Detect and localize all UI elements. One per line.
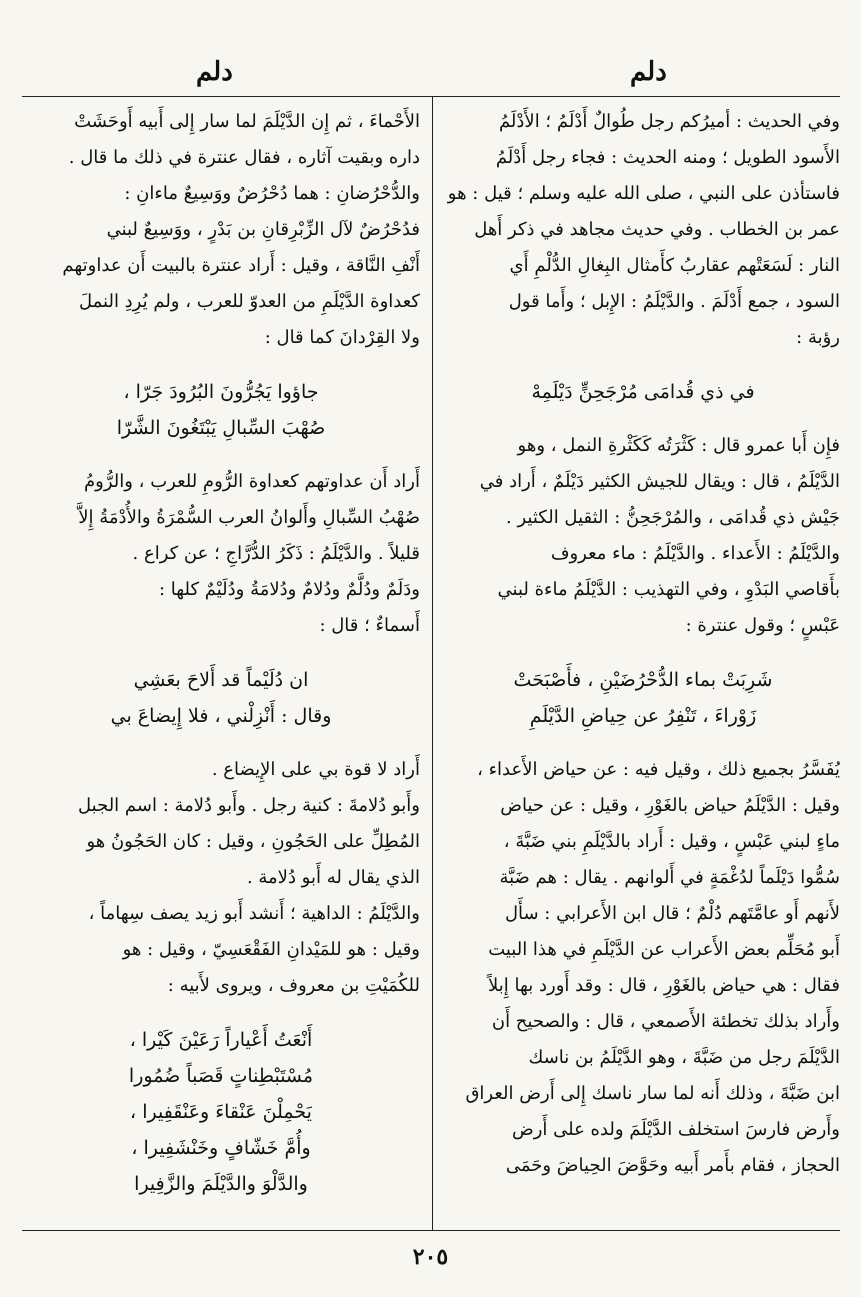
column-divider (432, 96, 433, 1230)
text-line: وأَراد بذلك تخطئة الأَصمعي ، قال : والصحيح أَن (491, 1011, 840, 1032)
verse-line: شَرِبَتْ بماء الدُّحْرُضَيْنِ ، فأَصْبَحَتْ (513, 669, 773, 691)
text-line: بأَقاصي البَدْوِ ، وفي التهذيب : الدَّيْلَمُ ماءة لبني (497, 579, 840, 600)
text-line: داره وبقيت آثاره ، فقال عنترة في ذلك ما قال . (68, 147, 420, 168)
top-rule (22, 96, 840, 97)
text-line: يُفَسَّرُ بجميع ذلك ، وقيل فيه : عن حياض الأَعداء ، (477, 759, 840, 780)
text-line: فقال : هي حياض بالغَوْرِ ، قال : وقد أَورد بها إِبلاً (488, 975, 840, 996)
text-line: فدُحْرُضٌ لآل الزِّبْرِقانِ بن بَدْرٍ ، ووَسِيعٌ لبني (106, 219, 420, 240)
header-word-right: دلم (630, 57, 667, 87)
verse-line: صُهْبَ السِّبالِ يَبْتَغُونَ الشَّرّا (116, 417, 326, 439)
verse-line: مُسْتَبْطِناتٍ قَصَباً ضُمُورا (128, 1065, 314, 1087)
text-line: كعداوة الدَّيْلَمِ من العدوّ للعرب ، ولم يُرِدِ النملَ (78, 291, 420, 312)
spacer (446, 644, 840, 662)
spacer (22, 446, 420, 464)
text-line: أَراد لا قوة بي على الإِيضاع . (211, 759, 420, 780)
spacer (22, 356, 420, 374)
text-line: ولا القِرْدانَ كما قال : (264, 327, 420, 348)
right-column (446, 104, 840, 1224)
text-line: عَبْسٍ ؛ وقول عنترة : (685, 615, 840, 636)
spacer (446, 734, 840, 752)
verse-line: في ذي قُدامَى مُرْجَحِنٍّ دَيْلَمِهْ (531, 381, 755, 403)
page-number: ٢٠٥ (412, 1244, 449, 1270)
verse-line: والدَّلْوَ والدَّيْلَمَ والزَّفِيرا (134, 1173, 308, 1195)
text-line: للكُمَيْتِ بن معروف ، ويروى لأَبيه : (167, 975, 420, 996)
text-line: جَيْش ذي قُدامَى ، والمُرْجَحِنُّ : الثقيل الكثير . (506, 507, 840, 528)
bottom-rule (22, 1230, 840, 1231)
text-line: فإِن أَبا عمرو قال : كَثْرَتُه كَكَثْرةِ النمل ، وهو (517, 435, 840, 456)
text-line: وقيل : هو للمَيْدانِ الفَقْعَسِيّ ، وقيل : هو (122, 939, 420, 960)
text-line: وفي الحديث : أميرُكم رجل طُوالٌ أَدْلَمُ ؛ الأَدْلَمُ (498, 111, 840, 132)
text-line: أَراد أَن عداوتهم كعداوة الرُّومِ للعرب ، والرُّومُ (84, 471, 420, 492)
text-line: الدَّيْلَمَ رجل من ضَبَّةَ ، وهو الدَّيْلَمُ بن ناسك (528, 1047, 840, 1068)
text-line: السود ، جمع أَدْلَمَ . والدَّيْلَمُ : الإِبل ؛ وأَما قول (508, 291, 840, 312)
text-line: قليلاً . والدَّيْلَمُ : ذَكَرُ الدُّرَّاجِ ؛ عن كراع . (132, 543, 420, 564)
text-line: الأَحْماءَ ، ثم إِن الدَّيْلَمَ لما سار إِلى أَبيه أَوحَشَتْ (74, 111, 420, 132)
text-line: أَنْفِ النَّاقة ، وقيل : أَراد عنترة بالبيت أَن عداوتهم (62, 255, 420, 276)
spacer (446, 356, 840, 374)
header-word-left: دلم (196, 57, 233, 87)
text-line: والدَّيْلَمُ : الداهية ؛ أَنشد أَبو زيد يصف سِهاماً ، (88, 903, 420, 924)
left-column (22, 104, 420, 1224)
text-line: ابن ضَبَّةَ ، وذلك أَنه لما سار ناسك إِلى أَرض العراق (465, 1083, 840, 1104)
text-line: فاستأذن على النبي ، صلى الله عليه وسلم ؛ قيل : هو (447, 183, 840, 204)
text-line: النار : لَسَعَتْهم عقاربُ كأَمثال البِغالِ الدُّلْمِ أَي (509, 255, 840, 276)
text-line: ودَلَمٌ ودُلَّمٌ ودُلامٌ ودُلامَةُ ودُلَيْمٌ كلها : (158, 579, 420, 600)
text-line: وقيل : الدَّيْلَمُ حياض بالغَوْرِ ، وقيل : عن حياض (500, 795, 840, 816)
text-line: رؤبة : (796, 327, 840, 348)
verse-line: أَنْعَتُ أَعْياراً رَعَيْنَ كَيْرا ، (129, 1029, 313, 1051)
spacer (22, 644, 420, 662)
text-line: الدَّيْلَمُ ، قال : ويقال للجيش الكثير دَيْلَمٌ ، أَراد في (479, 471, 840, 492)
verse-line: جاؤوا يَجُرُّونَ البُرُودَ جَرّا ، (123, 381, 319, 403)
spacer (446, 410, 840, 428)
text-line: وأَرض فارسَ استخلف الدَّيْلَمَ ولده على أَرض (511, 1119, 840, 1140)
spacer (22, 1004, 420, 1022)
text-line: الحجاز ، فقام بأَمر أَبيه وحَوَّضَ الحِياضَ وحَمَى (505, 1155, 840, 1176)
verse-line: وأُمَّ خَشّافٍ وخَنْشَفِيرا ، (131, 1137, 311, 1159)
text-line: سُمُّوا دَيْلَماً لدُغْمَةٍ في أَلوانهم . يقال : هم ضَبَّة (499, 867, 840, 888)
page-header (0, 52, 861, 92)
text-line: أَسماءٌ ؛ قال : (319, 615, 420, 636)
text-line: الأَسود الطويل ؛ ومنه الحديث : فجاء رجل أَدْلَمُ (495, 147, 840, 168)
verse-line: ان دُلَيْماً قد أَلاحَ بعَشِي (133, 669, 309, 691)
text-line: المُطِلِّ على الحَجُونِ ، وقيل : كان الحَجُونُ هو (86, 831, 420, 852)
text-line: والدَّيْلَمُ : الأَعداء . والدَّيْلَمُ : ماء معروف (550, 543, 840, 564)
text-line: عمر بن الخطاب . وفي حديث مجاهد في ذكر أَهل (474, 219, 840, 240)
text-line: ماءٍ لبني عَبْسٍ ، وقيل : أَراد بالدَّيْلَمِ بني ضَبَّةَ ، (503, 831, 840, 852)
text-line: أَبو مُحَلِّم بعض الأَعراب عن الدَّيْلَمِ في هذا البيت (488, 939, 840, 960)
text-line: والدُّحْرُضانِ : هما دُحْرُضٌ ووَسِيعٌ ماءانِ : (124, 183, 420, 204)
text-line: لأَنهم أَو عامَّتَهم دُلْمٌ ؛ قال ابن الأَعرابي : سأَل (504, 903, 840, 924)
spacer (22, 734, 420, 752)
text-line: الذي يقال له أَبو دُلامة . (246, 867, 420, 888)
verse-line: وقال : أَنْزِلْني ، فلا إِيضاعَ بي (110, 705, 332, 727)
verse-line: زَوْراءَ ، تَنْفِرُ عن حِياضِ الدَّيْلَمِ (529, 705, 757, 727)
verse-line: يَحْمِلْنَ عَنْقاءَ وعَنْقَفِيرا ، (130, 1101, 312, 1123)
text-line: صُهْبُ السِّبالِ وأَلوانُ العرب السُّمْرَةُ والأُدْمَةُ إِلاَّ (78, 507, 420, 528)
text-line: وأَبو دُلامةَ : كنية رجل . وأَبو دُلامة : اسم الجبل (78, 795, 420, 816)
